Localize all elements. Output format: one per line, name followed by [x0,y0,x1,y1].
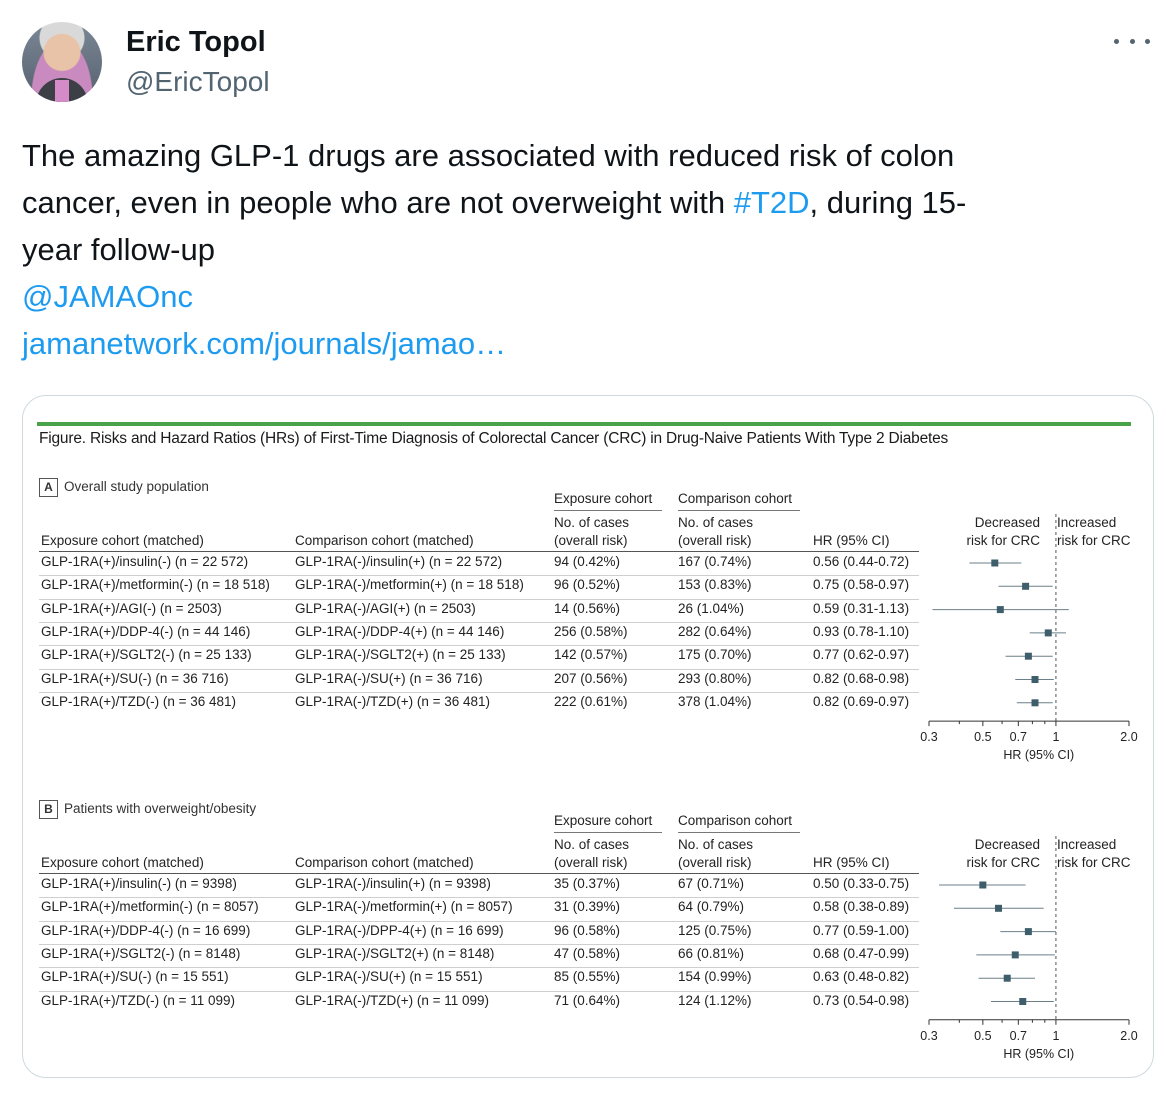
comparison-cases-cell: 378 (1.04%) [678,693,752,709]
comparison-cases-cell: 167 (0.74%) [678,554,752,569]
exposure-cases-cell: 96 (0.52%) [554,577,621,593]
cases-header: No. of cases [678,837,754,852]
decreased-risk-label: risk for CRC [966,855,1040,870]
x-tick-label: 0.5 [974,1028,992,1043]
exposure-cohort-cell: GLP-1RA(+)/SGLT2(-) (n = 8148) [41,945,241,961]
hr-cell: 0.77 (0.59-1.00) [813,922,910,938]
more-horizontal-icon [1145,39,1150,44]
exposure-cases-cell: 47 (0.58%) [554,945,621,961]
exposure-cases-cell: 31 (0.39%) [554,899,621,915]
hr-cell: 0.58 (0.38-0.89) [813,899,910,915]
x-tick-label: 0.7 [1009,730,1028,745]
more-horizontal-icon [1130,39,1135,44]
exposure-cohort-cell: GLP-1RA(+)/DDP-4(-) (n = 16 699) [41,922,251,938]
exposure-cases-cell: 85 (0.55%) [554,969,621,985]
hr-marker [1032,699,1039,706]
comparison-cohort-cell: GLP-1RA(-)/TZD(+) (n = 36 481) [295,693,491,709]
comparison-cases-cell: 154 (0.99%) [678,969,752,985]
hr-marker [1045,629,1052,636]
comparison-cohort-header: Comparison cohort [678,491,793,506]
exposure-cohort-cell: GLP-1RA(+)/DDP-4(-) (n = 44 146) [41,623,251,639]
decreased-risk-label: Decreased [974,837,1040,852]
exposure-cohort-cell: GLP-1RA(+)/metformin(-) (n = 18 518) [41,577,270,593]
tweet-line: The amazing GLP-1 drugs are associated with reduced risk of colon [22,138,955,173]
tweet-line: year follow-up [22,232,215,267]
x-tick-label: 1 [1052,1028,1060,1043]
figure [23,396,1154,1078]
tweet-line-text: , during 15- [809,185,967,220]
hr-cell: 0.59 (0.31-1.13) [813,600,910,616]
x-tick-label: 0.5 [974,730,992,745]
exposure-matched-header: Exposure cohort (matched) [41,855,204,870]
comparison-cases-cell: 124 (1.12%) [678,992,752,1008]
hr-cell: 0.50 (0.33-0.75) [813,876,910,891]
risk-header: (overall risk) [678,533,752,548]
avatar[interactable] [22,22,102,102]
forest-plot [23,538,1154,767]
risk-header: (overall risk) [554,533,628,548]
more-options-button[interactable] [1114,28,1150,54]
exposure-cohort-cell: GLP-1RA(+)/AGI(-) (n = 2503) [41,600,222,616]
comparison-cohort-cell: GLP-1RA(-)/TZD(+) (n = 11 099) [295,992,490,1008]
tweet-text [22,132,1132,367]
hr-marker [1012,951,1019,958]
hashtag-link[interactable]: #T2D [733,185,810,220]
hr-cell: 0.73 (0.54-0.98) [813,992,910,1008]
increased-risk-label: risk for CRC [1057,533,1131,548]
header-underline [678,510,800,511]
decreased-risk-label: Decreased [974,515,1040,530]
panel-label [39,800,256,819]
comparison-cohort-cell: GLP-1RA(-)/SGLT2(+) (n = 25 133) [295,647,506,663]
comparison-cohort-cell: GLP-1RA(-)/SU(+) (n = 36 716) [295,670,483,686]
risk-header: (overall risk) [554,855,628,870]
hr-cell: 0.75 (0.58-0.97) [813,577,910,593]
x-tick-label: 1 [1052,730,1060,745]
tweet-line-text: cancer, even in people who are not overweight with [22,185,734,220]
header-underline [678,832,800,833]
comparison-cohort-cell: GLP-1RA(-)/insulin(+) (n = 9398) [295,876,491,891]
x-tick-label: 2.0 [1120,730,1138,745]
panel-letter: B [39,800,58,819]
comparison-cohort-cell: GLP-1RA(-)/metformin(+) (n = 8057) [295,899,513,915]
exposure-cohort-cell: GLP-1RA(+)/SU(-) (n = 15 551) [41,969,229,985]
increased-risk-label: risk for CRC [1057,855,1131,870]
comparison-cohort-cell: GLP-1RA(-)/SGLT2(+) (n = 8148) [295,945,495,961]
exposure-cases-cell: 96 (0.58%) [554,922,621,938]
exposure-cases-cell: 94 (0.42%) [554,554,621,569]
comparison-cases-cell: 67 (0.71%) [678,876,745,891]
panel-title: Overall study population [64,479,209,495]
hr-marker [997,606,1004,613]
exposure-matched-header: Exposure cohort (matched) [41,533,204,548]
hr-header: HR (95% CI) [813,855,890,870]
hr-marker [995,905,1002,912]
risk-header: (overall risk) [678,855,752,870]
increased-risk-label: Increased [1057,837,1117,852]
exposure-cases-cell: 71 (0.64%) [554,992,621,1008]
hr-header: HR (95% CI) [813,533,890,548]
author-name[interactable]: Eric Topol [126,26,266,58]
x-tick-label: 0.3 [920,1028,938,1043]
comparison-cases-cell: 153 (0.83%) [678,577,752,593]
more-horizontal-icon [1114,39,1119,44]
hr-marker [991,560,998,567]
comparison-cases-cell: 64 (0.79%) [678,899,745,915]
hr-marker [1004,975,1011,982]
cases-header: No. of cases [554,837,630,852]
figure-rule [37,422,1131,426]
comparison-cohort-cell: GLP-1RA(-)/insulin(+) (n = 22 572) [295,554,503,569]
comparison-cohort-cell: GLP-1RA(-)/DDP-4(+) (n = 44 146) [295,623,505,639]
header-underline [554,510,662,511]
panel-letter: A [39,478,58,497]
figure-title: Figure. Risks and Hazard Ratios (HRs) of First-Time Diagnosis of Colorectal Cancer (CRC) in Drug-Naive Patients With Type 2 Diabetes [39,430,949,447]
hr-marker [1025,653,1032,660]
comparison-cohort-cell: GLP-1RA(-)/DPP-4(+) (n = 16 699) [295,922,504,938]
comparison-cohort-cell: GLP-1RA(-)/metformin(+) (n = 18 518) [295,577,524,593]
exposure-cohort-cell: GLP-1RA(+)/metformin(-) (n = 8057) [41,899,259,915]
exposure-cohort-cell: GLP-1RA(+)/TZD(-) (n = 11 099) [41,992,236,1008]
hr-cell: 0.63 (0.48-0.82) [813,969,910,985]
hr-cell: 0.56 (0.44-0.72) [813,554,910,569]
exposure-cohort-cell: GLP-1RA(+)/insulin(-) (n = 22 572) [41,554,249,569]
hr-cell: 0.82 (0.69-0.97) [813,693,910,709]
forest-plot [23,860,1154,1066]
panel-title: Patients with overweight/obesity [64,801,257,817]
exposure-cohort-header: Exposure cohort [554,491,653,506]
x-tick-label: 2.0 [1120,1028,1138,1043]
article-link[interactable]: jamanetwork.com/journals/jamao… [22,326,507,361]
exposure-cohort-cell: GLP-1RA(+)/insulin(-) (n = 9398) [41,876,237,891]
cases-header: No. of cases [554,515,630,530]
decreased-risk-label: risk for CRC [966,533,1040,548]
media-image[interactable] [22,395,1154,1078]
hr-marker [1032,676,1039,683]
comparison-cases-cell: 125 (0.75%) [678,922,752,938]
exposure-cases-cell: 222 (0.61%) [554,693,628,709]
comparison-matched-header: Comparison cohort (matched) [295,533,474,548]
hr-marker [1025,928,1032,935]
exposure-cases-cell: 35 (0.37%) [554,876,621,891]
avatar-shirt [55,80,69,102]
hr-cell: 0.68 (0.47-0.99) [813,945,910,961]
hr-marker [1022,583,1029,590]
comparison-cohort-cell: GLP-1RA(-)/AGI(+) (n = 2503) [295,600,476,616]
mention-link[interactable]: @JAMAOnc [22,279,193,314]
comparison-cases-cell: 293 (0.80%) [678,670,752,686]
comparison-cohort-cell: GLP-1RA(-)/SU(+) (n = 15 551) [295,969,483,985]
header-underline [554,832,662,833]
exposure-cases-cell: 142 (0.57%) [554,647,628,663]
exposure-cases-cell: 14 (0.56%) [554,600,621,616]
increased-risk-label: Increased [1057,515,1117,530]
panel-label [39,478,209,497]
exposure-cohort-cell: GLP-1RA(+)/SU(-) (n = 36 716) [41,670,229,686]
comparison-cohort-header: Comparison cohort [678,813,793,828]
x-axis-label: HR (95% CI) [1003,1046,1075,1061]
hr-cell: 0.77 (0.62-0.97) [813,647,910,663]
author-handle[interactable]: @EricTopol [126,66,270,97]
hr-marker [1019,998,1026,1005]
hr-cell: 0.93 (0.78-1.10) [813,623,910,639]
hr-marker [979,882,986,889]
exposure-cases-cell: 256 (0.58%) [554,623,628,639]
comparison-matched-header: Comparison cohort (matched) [295,855,474,870]
exposure-cohort-cell: GLP-1RA(+)/TZD(-) (n = 36 481) [41,693,237,709]
x-tick-label: 0.3 [920,730,938,745]
x-tick-label: 0.7 [1009,1028,1028,1043]
comparison-cases-cell: 282 (0.64%) [678,623,752,639]
tweet-line [22,179,1132,226]
comparison-cases-cell: 175 (0.70%) [678,647,752,663]
comparison-cases-cell: 26 (1.04%) [678,600,745,616]
x-axis-label: HR (95% CI) [1003,748,1075,763]
exposure-cohort-cell: GLP-1RA(+)/SGLT2(-) (n = 25 133) [41,647,252,663]
exposure-cohort-header: Exposure cohort [554,813,653,828]
cases-header: No. of cases [678,515,754,530]
hr-cell: 0.82 (0.68-0.98) [813,670,910,686]
comparison-cases-cell: 66 (0.81%) [678,945,745,961]
exposure-cases-cell: 207 (0.56%) [554,670,628,686]
